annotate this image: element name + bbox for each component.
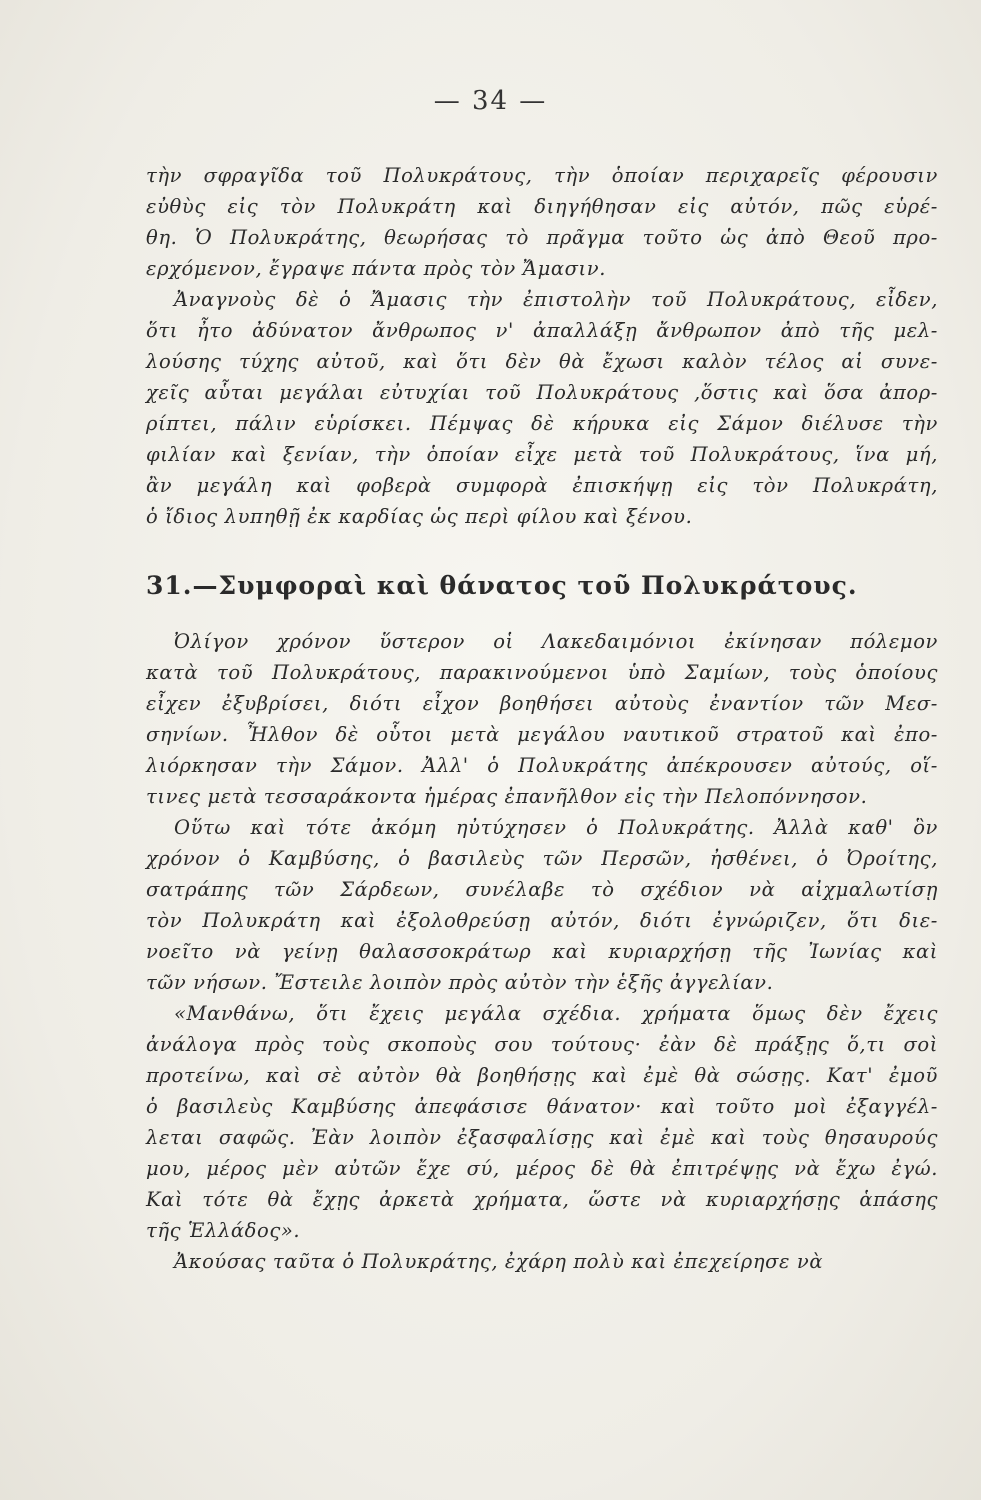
paragraph-6 — [146, 1246, 938, 1277]
text-line: εὐθὺς εἰς τὸν Πολυκράτη καὶ διηγήθησαν εἰς αὐτόν, πῶς εὑρέ- — [146, 195, 938, 218]
text-line: νοεῖτο νὰ γείνῃ θαλασσοκράτωρ καὶ κυριαρχήσῃ τῆς Ἰωνίας καὶ — [146, 940, 938, 963]
page-body — [146, 160, 938, 1277]
text-line: Ἀναγνοὺς δὲ ὁ Ἄμασις τὴν ἐπιστολὴν τοῦ Πολυκράτους, εἶδεν, — [174, 288, 938, 311]
text-line: φιλίαν καὶ ξενίαν, τὴν ὁποίαν εἶχε μετὰ τοῦ Πολυκράτους, ἵνα μή, — [146, 443, 938, 466]
text-line: λεται σαφῶς. Ἐὰν λοιπὸν ἐξασφαλίσῃς καὶ ἐμὲ καὶ τοὺς θησαυρούς — [146, 1126, 938, 1149]
text-line: σηνίων. Ἦλθον δὲ οὗτοι μετὰ μεγάλου ναυτικοῦ στρατοῦ καὶ ἐπο- — [146, 723, 938, 746]
text-line: χεῖς αὗται μεγάλαι εὐτυχίαι τοῦ Πολυκράτους ,ὅστις καὶ ὅσα ἀπορ- — [146, 381, 938, 404]
paragraph-5 — [146, 998, 938, 1246]
text-line: σατράπης τῶν Σάρδεων, συνέλαβε τὸ σχέδιον νὰ αἰχμαλωτίσῃ — [146, 878, 938, 901]
page-number: — 34 — — [433, 86, 548, 116]
paragraph-2 — [146, 284, 938, 532]
text-line: ρίπτει, πάλιν εὑρίσκει. Πέμψας δὲ κήρυκα εἰς Σάμον διέλυσε τὴν — [146, 412, 938, 435]
text-line: εἶχεν ἐξυβρίσει, διότι εἶχον βοηθήσει αὐτοὺς ἐναντίον τῶν Μεσ- — [146, 692, 938, 715]
text-line: προτείνω, καὶ σὲ αὐτὸν θὰ βοηθήσῃς καὶ ἐμὲ θὰ σώσῃς. Κατ' ἐμοῦ — [146, 1064, 938, 1087]
text-line: ὁ ἴδιος λυπηθῇ ἐκ καρδίας ὡς περὶ φίλου καὶ ξένου. — [146, 505, 693, 528]
text-line: κατὰ τοῦ Πολυκράτους, παρακινούμενοι ὑπὸ Σαμίων, τοὺς ὁποίους — [146, 661, 938, 684]
text-line: χρόνον ὁ Καμβύσης, ὁ βασιλεὺς τῶν Περσῶν, ἠσθένει, ὁ Ὀροίτης, — [146, 847, 938, 870]
text-line: τινες μετὰ τεσσαράκοντα ἡμέρας ἐπανῆλθον εἰς τὴν Πελοπόννησον. — [146, 785, 868, 808]
text-line: θη. Ὁ Πολυκράτης, θεωρήσας τὸ πρᾶγμα τοῦτο ὡς ἀπὸ Θεοῦ προ- — [146, 226, 938, 249]
text-line: τὴν σφραγῖδα τοῦ Πολυκράτους, τὴν ὁποίαν περιχαρεῖς φέρουσιν — [146, 164, 938, 187]
paragraph-3 — [146, 626, 938, 812]
text-line: ερχόμενον, ἔγραψε πάντα πρὸς τὸν Ἄμασιν. — [146, 257, 607, 280]
text-line: ἀνάλογα πρὸς τοὺς σκοποὺς σου τούτους· ἐὰν δὲ πράξῃς ὅ,τι σοὶ — [146, 1033, 938, 1056]
text-line: λούσης τύχης αὐτοῦ, καὶ ὅτι δὲν θὰ ἔχωσι καλὸν τέλος αἱ συνε- — [146, 350, 938, 373]
text-line: μου, μέρος μὲν αὐτῶν ἔχε σύ, μέρος δὲ θὰ ἐπιτρέψῃς νὰ ἔχω ἐγώ. — [146, 1157, 938, 1180]
text-line: ὅτι ἦτο ἀδύνατον ἄνθρωπος ν' ἀπαλλάξῃ ἄνθρωπον ἀπὸ τῆς μελ- — [146, 319, 938, 342]
text-line: Ἀκούσας ταῦτα ὁ Πολυκράτης, ἐχάρη πολὺ καὶ ἐπεχείρησε νὰ — [174, 1250, 824, 1273]
text-line: ὁ βασιλεὺς Καμβύσης ἀπεφάσισε θάνατον· καὶ τοῦτο μοὶ ἐξαγγέλ- — [146, 1095, 938, 1118]
paragraph-1 — [146, 160, 938, 284]
paragraph-4 — [146, 812, 938, 998]
text-line: Καὶ τότε θὰ ἔχῃς ἀρκετὰ χρήματα, ὥστε νὰ κυριαρχήσῃς ἁπάσης — [146, 1188, 938, 1211]
text-line: Οὕτω καὶ τότε ἀκόμη ηὐτύχησεν ὁ Πολυκράτης. Ἀλλὰ καθ' ὃν — [174, 816, 938, 839]
text-line: «Μανθάνω, ὅτι ἔχεις μεγάλα σχέδια. χρήματα ὅμως δὲν ἔχεις — [174, 1002, 938, 1025]
text-line: τὸν Πολυκράτη καὶ ἐξολοθρεύσῃ αὐτόν, διότι ἐγνώριζεν, ὅτι διε- — [146, 909, 938, 932]
text-line: Ὀλίγον χρόνον ὕστερον οἱ Λακεδαιμόνιοι ἐκίνησαν πόλεμον — [174, 630, 938, 653]
text-line: λιόρκησαν τὴν Σάμον. Ἀλλ' ὁ Πολυκράτης ἀπέκρουσεν αὐτούς, οἵ- — [146, 754, 938, 777]
text-line: τῶν νήσων. Ἔστειλε λοιπὸν πρὸς αὐτὸν τὴν ἑξῆς ἀγγελίαν. — [146, 971, 774, 994]
text-line: τῆς Ἑλλάδος». — [146, 1219, 301, 1242]
text-line: ἂν μεγάλη καὶ φοβερὰ συμφορὰ ἐπισκήψῃ εἰς τὸν Πολυκράτη, — [146, 474, 938, 497]
section-heading: 31.—Συμφοραὶ καὶ θάνατος τοῦ Πολυκράτους. — [146, 571, 858, 600]
